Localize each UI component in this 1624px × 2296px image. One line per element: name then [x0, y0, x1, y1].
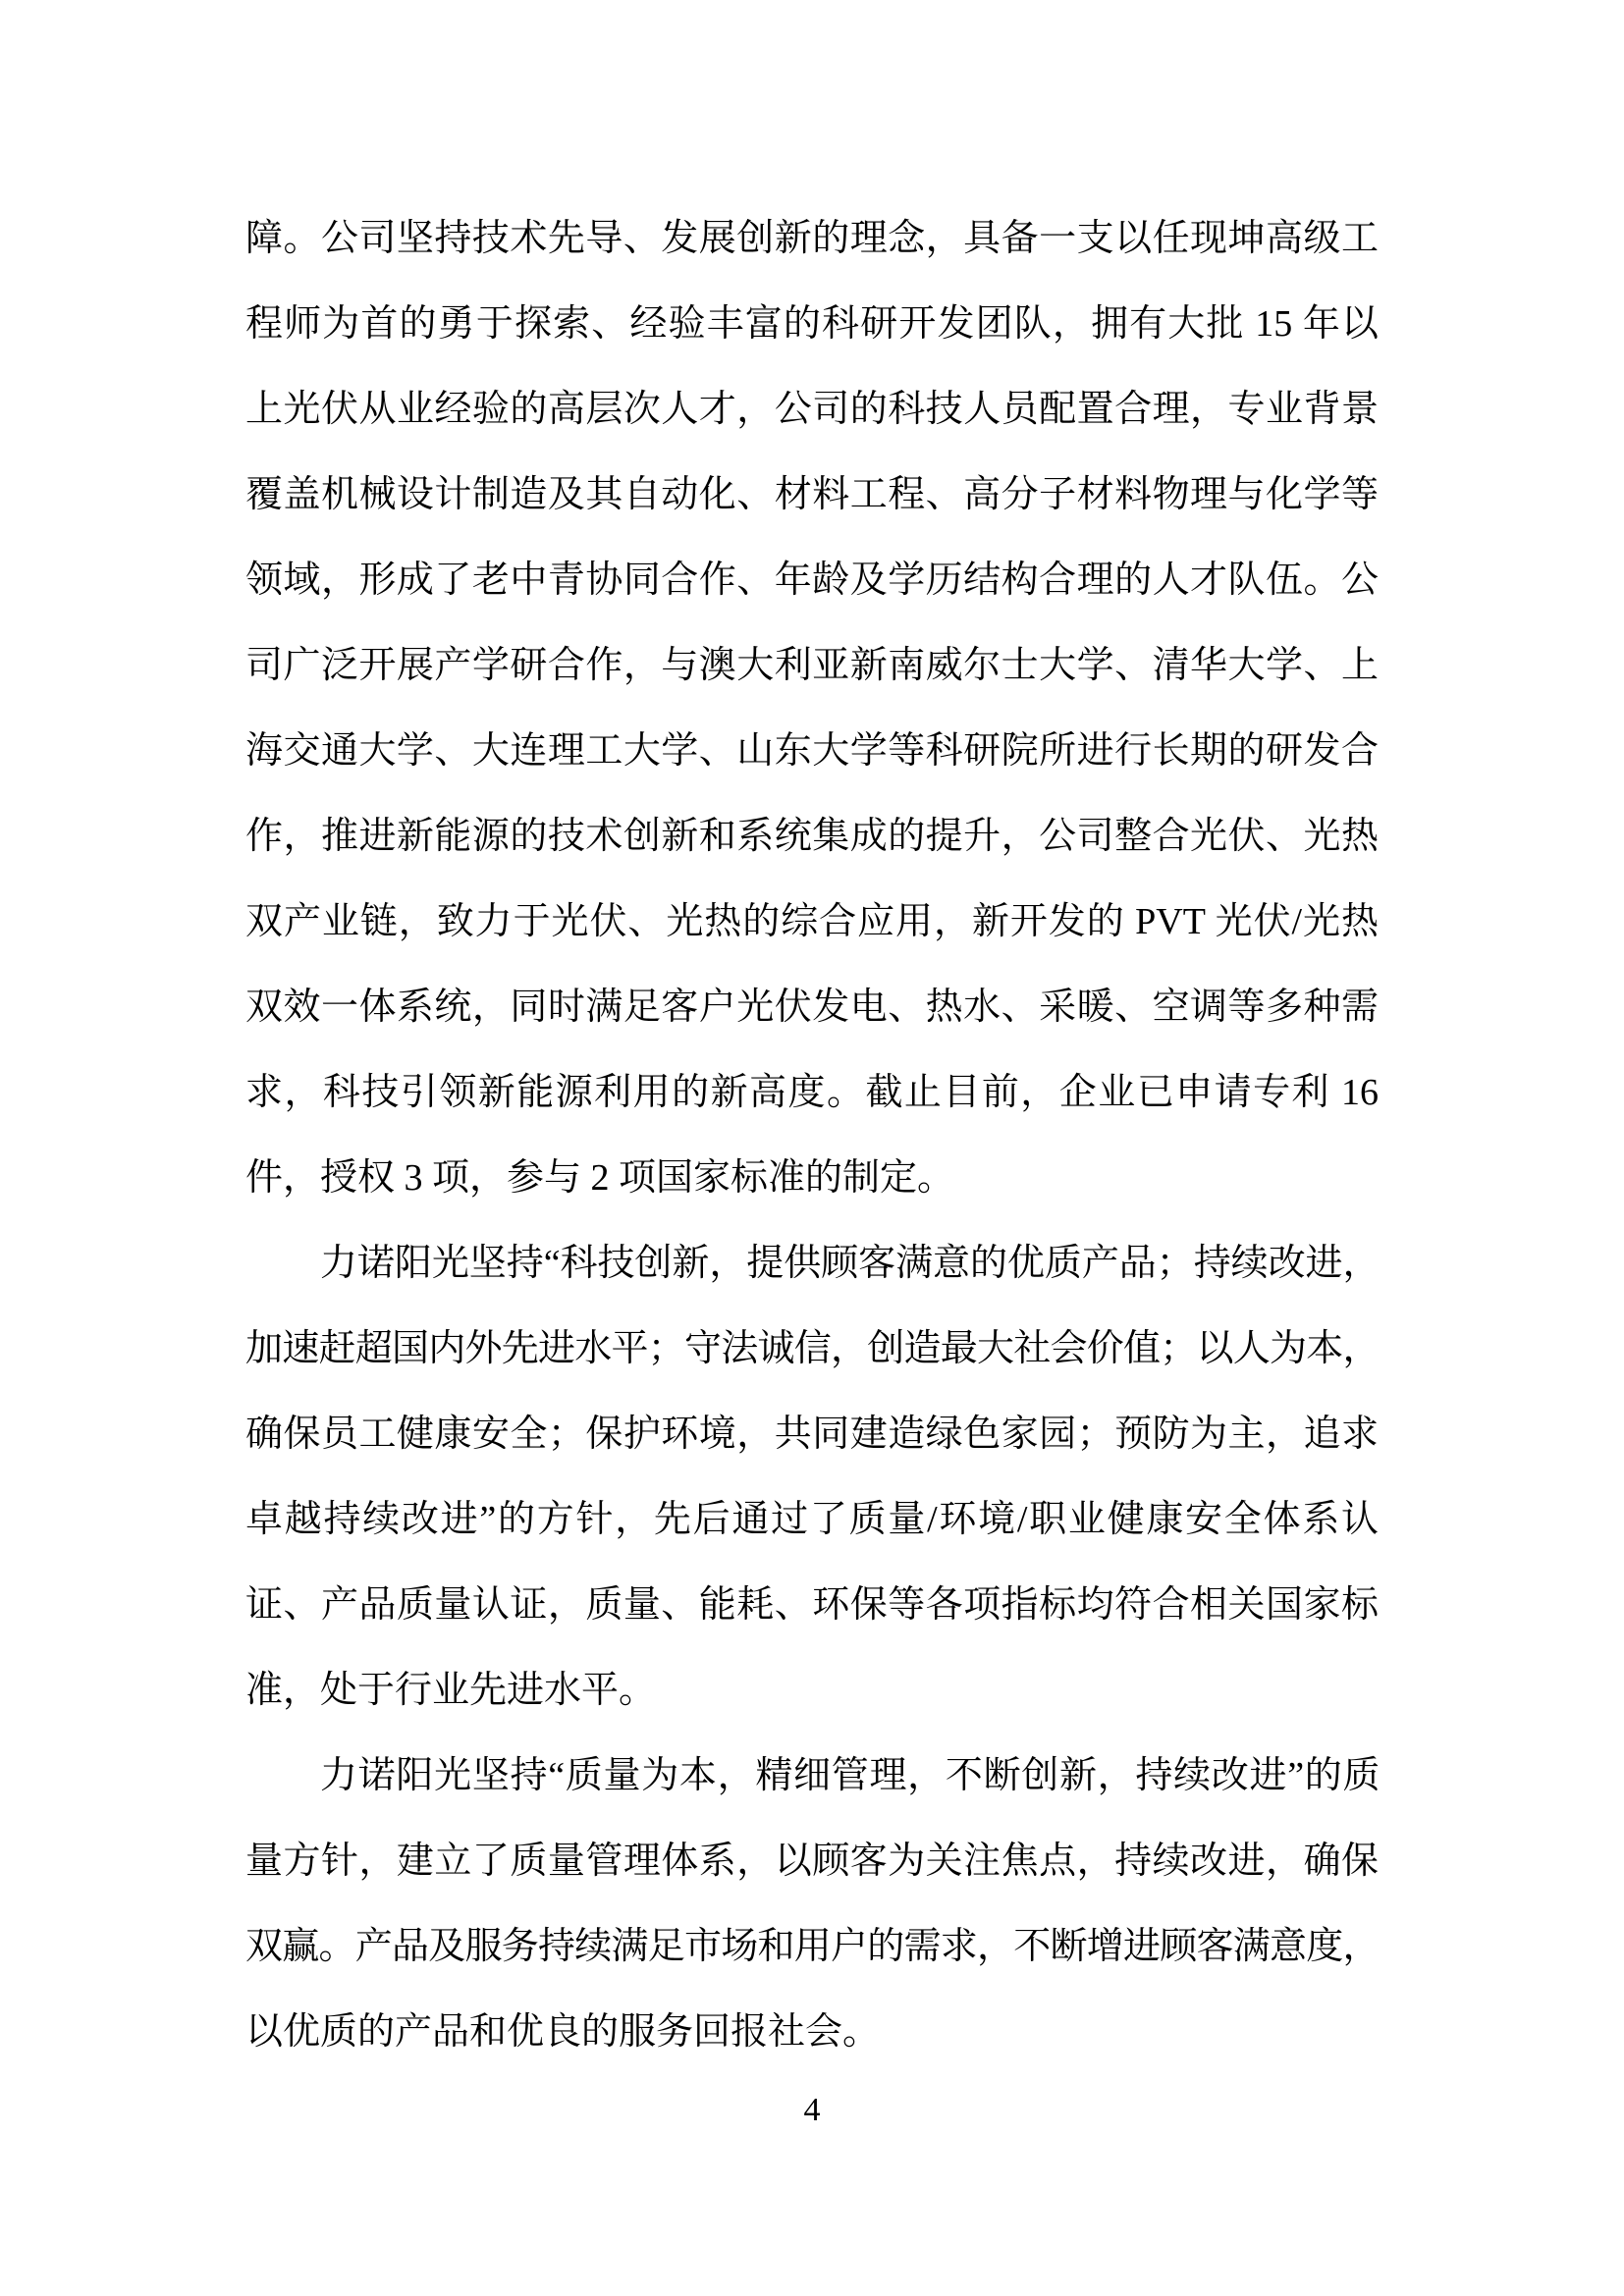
text-line: 作，推进新能源的技术创新和系统集成的提升，公司整合光伏、光热 [245, 816, 1379, 857]
paragraph [245, 196, 1379, 1221]
text-line: 司广泛开展产学研合作，与澳大利亚新南威尔士大学、清华大学、上 [245, 645, 1379, 686]
paragraph [245, 1221, 1379, 1734]
text-line: 件，授权 3 项，参与 2 项国家标准的制定。 [245, 1157, 955, 1199]
text-line: 加速赶超国内外先进水平；守法诚信，创造最大社会价值；以人为本， [245, 1328, 1379, 1369]
text-line: 证、产品质量认证，质量、能耗、环保等各项指标均符合相关国家标 [245, 1584, 1379, 1626]
text-line: 双赢。产品及服务持续满足市场和用户的需求，不断增进顾客满意度， [245, 1926, 1379, 1967]
text-line: 覆盖机械设计制造及其自动化、材料工程、高分子材料物理与化学等 [245, 474, 1379, 515]
text-line: 求，科技引领新能源利用的新高度。截止目前，企业已申请专利 16 [245, 1072, 1379, 1113]
text-line: 领域，形成了老中青协同合作、年龄及学历结构合理的人才队伍。公 [245, 560, 1379, 601]
text-line: 上光伏从业经验的高层次人才，公司的科技人员配置合理，专业背景 [245, 389, 1379, 430]
text-line: 障。公司坚持技术先导、发展创新的理念，具备一支以任现坤高级工 [245, 218, 1379, 259]
text-line: 程师为首的勇于探索、经验丰富的科研开发团队，拥有大批 15 年以 [245, 303, 1379, 345]
page-number: 4 [803, 2092, 821, 2128]
page-footer [0, 2089, 1624, 2132]
text-line: 力诺阳光坚持“质量为本，精细管理，不断创新，持续改进”的质 [320, 1755, 1379, 1796]
text-line: 卓越持续改进”的方针，先后通过了质量/环境/职业健康安全体系认 [245, 1499, 1379, 1540]
text-line: 以优质的产品和优良的服务回报社会。 [245, 2011, 881, 2053]
text-line: 双效一体系统，同时满足客户光伏发电、热水、采暖、空调等多种需 [245, 987, 1379, 1028]
text-line: 力诺阳光坚持“科技创新，提供顾客满意的优质产品；持续改进， [320, 1243, 1379, 1284]
paragraph [245, 1734, 1379, 2075]
text-block [245, 196, 1379, 2075]
text-line: 确保员工健康安全；保护环境，共同建造绿色家园；预防为主，追求 [245, 1414, 1379, 1455]
text-line: 准，处于行业先进水平。 [245, 1670, 657, 1711]
text-line: 双产业链，致力于光伏、光热的综合应用，新开发的 PVT 光伏/光热 [245, 901, 1379, 942]
text-line: 量方针，建立了质量管理体系，以顾客为关注焦点，持续改进，确保 [245, 1841, 1379, 1882]
text-line: 海交通大学、大连理工大学、山东大学等科研院所进行长期的研发合 [245, 730, 1379, 772]
